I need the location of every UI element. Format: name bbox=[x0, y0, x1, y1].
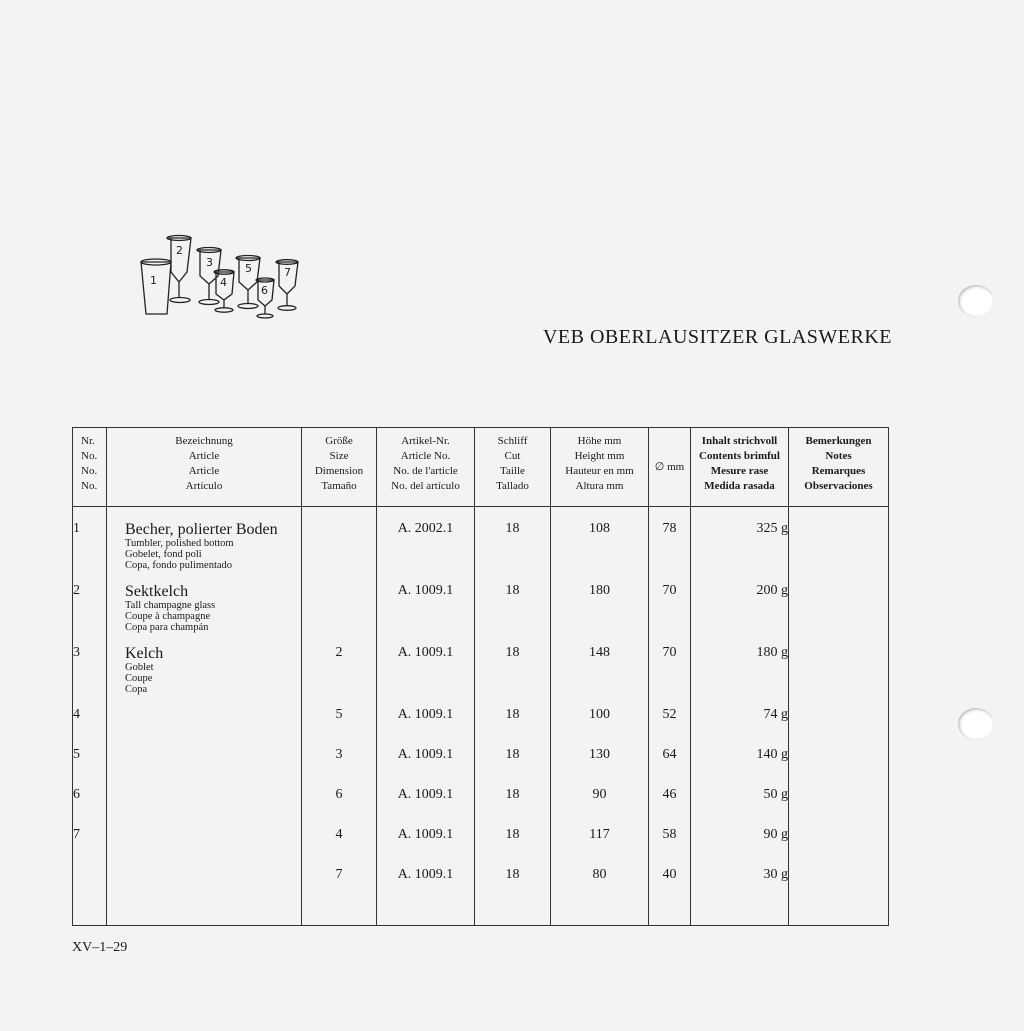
cut-cell: 18 bbox=[475, 507, 551, 572]
article-description bbox=[107, 775, 302, 815]
empty-cell bbox=[649, 895, 691, 925]
content-cell: 325 g bbox=[691, 507, 789, 572]
header-durchmesser: ∅ mm bbox=[649, 428, 691, 507]
height-cell: 100 bbox=[551, 695, 649, 735]
article-description bbox=[107, 633, 302, 695]
glass-label-5: 5 bbox=[245, 262, 252, 275]
notes-cell bbox=[789, 855, 889, 895]
catalog-table bbox=[72, 427, 889, 926]
notes-cell bbox=[789, 507, 889, 572]
diameter-cell: 70 bbox=[649, 571, 691, 633]
size-cell: 6 bbox=[302, 775, 377, 815]
article-translation: Copa para champán bbox=[125, 622, 209, 633]
glass-label-1: 1 bbox=[150, 274, 157, 287]
article-translation: Gobelet, fond poli bbox=[125, 549, 202, 560]
article-number-cell: A. 2002.1 bbox=[377, 507, 475, 572]
empty-cell bbox=[377, 895, 475, 925]
notes-cell bbox=[789, 633, 889, 695]
glass-label-7: 7 bbox=[284, 266, 291, 279]
table-row bbox=[73, 695, 889, 735]
article-translation: Tumbler, polished bottom bbox=[125, 538, 234, 549]
article-description bbox=[107, 695, 302, 735]
content-cell: 140 g bbox=[691, 735, 789, 775]
height-cell: 108 bbox=[551, 507, 649, 572]
article-translation: Copa, fondo pulimentado bbox=[125, 560, 233, 571]
size-cell: 5 bbox=[302, 695, 377, 735]
diameter-cell: 78 bbox=[649, 507, 691, 572]
size-cell: 7 bbox=[302, 855, 377, 895]
content-cell: 200 g bbox=[691, 571, 789, 633]
content-cell: 30 g bbox=[691, 855, 789, 895]
cut-cell: 18 bbox=[475, 775, 551, 815]
article-translation: Tall champagne glass bbox=[125, 600, 216, 611]
header-bezeichnung: Bezeichnung Article Article Artículo bbox=[107, 428, 302, 507]
height-cell: 180 bbox=[551, 571, 649, 633]
row-number: 6 bbox=[73, 775, 107, 815]
article-number-cell: A. 1009.1 bbox=[377, 855, 475, 895]
glass-label-4: 4 bbox=[220, 276, 227, 289]
header-bemerkungen: Bemerkungen Notes Remarques Observaciones bbox=[789, 428, 889, 507]
article-number-cell: A. 1009.1 bbox=[377, 815, 475, 855]
content-cell: 90 g bbox=[691, 815, 789, 855]
diameter-cell: 40 bbox=[649, 855, 691, 895]
empty-cell bbox=[475, 895, 551, 925]
size-cell: 3 bbox=[302, 735, 377, 775]
cut-cell: 18 bbox=[475, 695, 551, 735]
empty-cell bbox=[691, 895, 789, 925]
content-cell: 50 g bbox=[691, 775, 789, 815]
notes-cell bbox=[789, 815, 889, 855]
size-cell bbox=[302, 507, 377, 572]
table-row bbox=[73, 735, 889, 775]
empty-cell bbox=[789, 895, 889, 925]
empty-cell bbox=[107, 895, 302, 925]
article-description bbox=[107, 815, 302, 855]
cut-cell: 18 bbox=[475, 633, 551, 695]
notes-cell bbox=[789, 775, 889, 815]
article-description bbox=[107, 735, 302, 775]
glass-label-2: 2 bbox=[176, 244, 183, 257]
row-number: 5 bbox=[73, 735, 107, 775]
punch-hole bbox=[958, 285, 994, 317]
notes-cell bbox=[789, 695, 889, 735]
article-description bbox=[107, 507, 302, 572]
article-description bbox=[107, 855, 302, 895]
size-cell bbox=[302, 571, 377, 633]
header-nr: Nr. No. No. No. bbox=[73, 428, 107, 507]
cut-cell: 18 bbox=[475, 571, 551, 633]
content-cell: 74 g bbox=[691, 695, 789, 735]
article-translation: Coupe à champagne bbox=[125, 611, 211, 622]
header-row bbox=[73, 428, 889, 507]
height-cell: 130 bbox=[551, 735, 649, 775]
article-number-cell: A. 1009.1 bbox=[377, 695, 475, 735]
row-number: 3 bbox=[73, 633, 107, 695]
row-number: 7 bbox=[73, 815, 107, 855]
article-name: Kelch bbox=[125, 645, 164, 662]
glass-label-3: 3 bbox=[206, 256, 213, 269]
article-number-cell: A. 1009.1 bbox=[377, 571, 475, 633]
notes-cell bbox=[789, 571, 889, 633]
row-number: 1 bbox=[73, 507, 107, 572]
empty-cell bbox=[302, 895, 377, 925]
height-cell: 80 bbox=[551, 855, 649, 895]
height-cell: 148 bbox=[551, 633, 649, 695]
size-cell: 4 bbox=[302, 815, 377, 855]
row-number: 2 bbox=[73, 571, 107, 633]
content-cell: 180 g bbox=[691, 633, 789, 695]
article-number-cell: A. 1009.1 bbox=[377, 775, 475, 815]
article-description bbox=[107, 571, 302, 633]
table-row bbox=[73, 507, 889, 572]
empty-cell bbox=[551, 895, 649, 925]
notes-cell bbox=[789, 735, 889, 775]
page-code: XV–1–29 bbox=[72, 940, 128, 955]
diameter-cell: 70 bbox=[649, 633, 691, 695]
diameter-cell: 52 bbox=[649, 695, 691, 735]
header-groesse: Größe Size Dimension Tamaño bbox=[302, 428, 377, 507]
empty-cell bbox=[73, 895, 107, 925]
company-name: VEB OBERLAUSITZER GLASWERKE bbox=[542, 326, 892, 348]
table-row bbox=[73, 633, 889, 695]
cut-cell: 18 bbox=[475, 735, 551, 775]
punch-hole bbox=[958, 708, 994, 740]
header-schliff: Schliff Cut Taille Tallado bbox=[475, 428, 551, 507]
article-translation: Coupe bbox=[125, 673, 153, 684]
cut-cell: 18 bbox=[475, 855, 551, 895]
size-cell: 2 bbox=[302, 633, 377, 695]
diameter-cell: 58 bbox=[649, 815, 691, 855]
table-row bbox=[73, 775, 889, 815]
glassware-illustration bbox=[138, 232, 308, 322]
header-artikel: Artikel-Nr. Article No. No. de l'article No. del artículo bbox=[377, 428, 475, 507]
row-number: 4 bbox=[73, 695, 107, 735]
cut-cell: 18 bbox=[475, 815, 551, 855]
article-translation: Goblet bbox=[125, 662, 154, 673]
table-filler-row bbox=[73, 895, 889, 925]
height-cell: 90 bbox=[551, 775, 649, 815]
row-number bbox=[73, 855, 107, 895]
table-row bbox=[73, 855, 889, 895]
article-number-cell: A. 1009.1 bbox=[377, 633, 475, 695]
article-number-cell: A. 1009.1 bbox=[377, 735, 475, 775]
height-cell: 117 bbox=[551, 815, 649, 855]
glass-label-6: 6 bbox=[261, 284, 268, 297]
header-inhalt: Inhalt strichvoll Contents brimful Mesure rase Medida rasada bbox=[691, 428, 789, 507]
header-hoehe: Höhe mm Height mm Hauteur en mm Altura mm bbox=[551, 428, 649, 507]
article-translation: Copa bbox=[125, 684, 148, 695]
table-row bbox=[73, 815, 889, 855]
table-row bbox=[73, 571, 889, 633]
article-name: Sektkelch bbox=[125, 583, 189, 600]
article-name: Becher, polierter Boden bbox=[125, 521, 278, 538]
diameter-cell: 64 bbox=[649, 735, 691, 775]
diameter-cell: 46 bbox=[649, 775, 691, 815]
